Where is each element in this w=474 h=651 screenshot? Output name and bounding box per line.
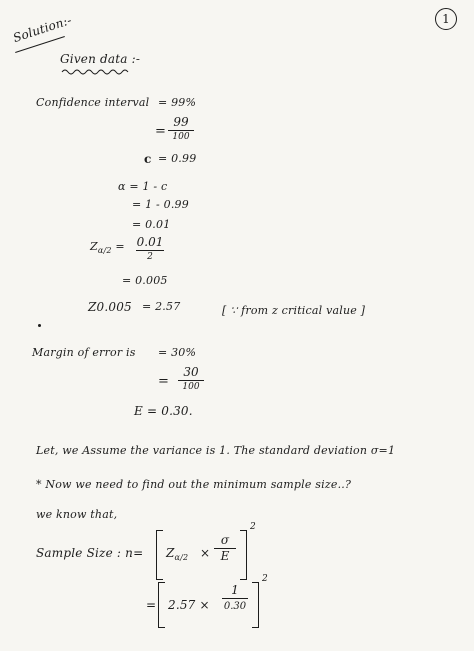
z005-note: [ ∵ from z critical value ] — [222, 304, 366, 317]
ss2-fraction — [222, 584, 248, 613]
z-frac-den: 2 — [147, 252, 153, 262]
moe-label: Margin of error is — [32, 346, 136, 359]
moe-frac-num: 30 — [183, 365, 199, 379]
know-line: we know that, — [36, 508, 118, 521]
ci-frac-bar — [168, 130, 194, 131]
ci-eq: = 99% — [158, 96, 197, 109]
c-label: c — [144, 152, 152, 166]
given-data: Given data :- — [60, 52, 141, 66]
z-half-alpha-label: $Z_{\alpha/2}$ = — [90, 240, 125, 255]
ss2-den: 0.30 — [223, 601, 247, 612]
ss-label: Sample Size : n= — [36, 546, 144, 560]
ss-zsub: α/2 — [174, 553, 189, 562]
z-label: Z — [90, 240, 98, 253]
ss2-bracket-left — [158, 582, 165, 628]
moe-frac-den: 100 — [182, 382, 200, 392]
z005-eq: = 2.57 — [142, 300, 181, 313]
ss2-square: 2 — [262, 574, 268, 584]
alpha-line-1: α = 1 - c — [118, 180, 168, 193]
z-frac-num: 0.01 — [136, 235, 164, 249]
c-eq: = 0.99 — [158, 152, 197, 165]
ss2-frac-bar — [222, 598, 248, 599]
moe-eq: = 30% — [158, 346, 197, 359]
ss-E: E — [220, 549, 230, 563]
z-frac-bar — [136, 250, 164, 251]
stray-dot — [38, 324, 41, 327]
ci-fraction — [168, 116, 194, 142]
ss-sigma-fraction — [214, 534, 236, 563]
ss2-bracket-right — [252, 582, 259, 628]
ss-z-term — [166, 546, 188, 562]
ss-bracket-left — [156, 530, 163, 580]
ss2-num: 1 — [231, 583, 239, 597]
ss-square: 2 — [250, 522, 256, 532]
alpha-line-2: = 1 - 0.99 — [132, 198, 189, 211]
z-result: = 0.005 — [122, 274, 168, 287]
ss-z: Z — [166, 546, 175, 560]
ss-times: × — [200, 546, 211, 560]
solution-heading: Solution:- — [11, 12, 74, 46]
ci-label: Confidence interval — [36, 96, 150, 109]
ss-sigma: σ — [220, 533, 230, 547]
ss-bracket-right — [240, 530, 247, 580]
need-line: * Now we need to find out the minimum sample size..? — [36, 478, 352, 491]
z005-label: Z0.005 — [88, 300, 132, 314]
e-eq: E = 0.30. — [134, 404, 193, 418]
moe-frac-bar — [178, 380, 204, 381]
page-number-circle — [435, 8, 457, 30]
ci-frac-den: 100 — [172, 132, 190, 142]
moe-eq2-sign: = — [158, 374, 170, 389]
ss2-eq: = — [146, 598, 157, 612]
z-fraction — [136, 236, 164, 262]
assume-line: Let, we Assume the variance is 1. The standard deviation σ=1 — [36, 444, 396, 457]
page-number: 1 — [442, 12, 450, 26]
given-underline — [60, 68, 130, 76]
ci-frac-num: 99 — [173, 115, 189, 129]
z-sub: α/2 — [97, 246, 112, 255]
moe-fraction — [178, 366, 204, 392]
ci-eq2-sign: = — [155, 124, 167, 139]
ss2-val: 2.57 × — [168, 598, 210, 612]
alpha-line-3: = 0.01 — [132, 218, 171, 231]
